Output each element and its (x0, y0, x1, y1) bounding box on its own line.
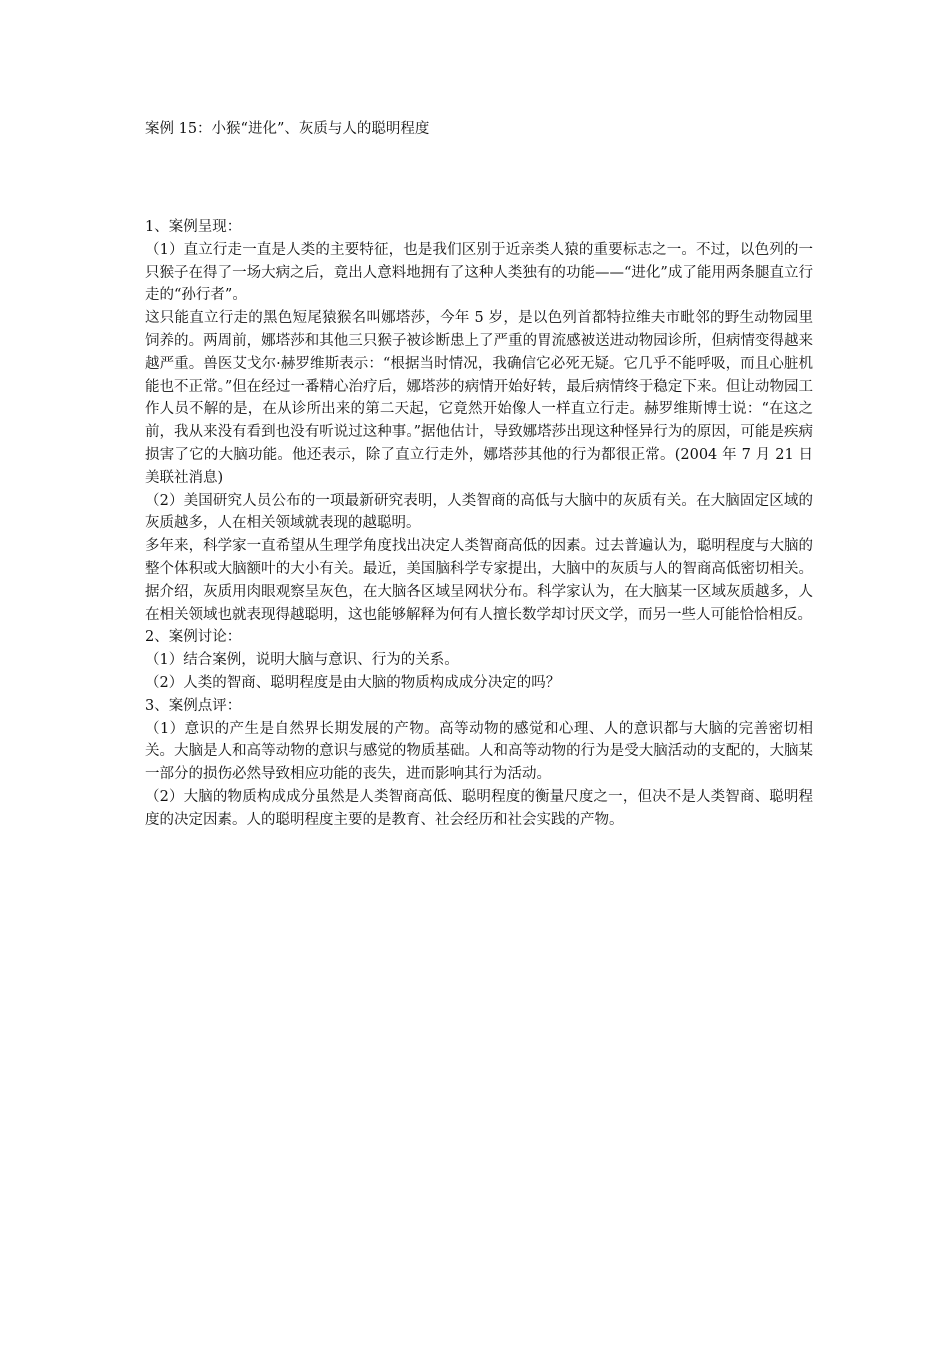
discussion-question-1: （1）结合案例，说明大脑与意识、行为的关系。 (145, 652, 459, 669)
paragraph-gray-matter: 多年来，科学家一直希望从生理学角度找出决定人类智商高低的因素。过去普遍认为，聪明程度与大脑的整个体积或大脑额叶的大小有关。最近，美国脑科学专家提出，大脑中的灰质与人的智商高低密切相关。据介绍，灰质用肉眼观察呈灰色，在大脑各区域呈网状分布。科学家认为，在大脑某一区域灰质越多，人在相关领域也就表现得越聪明，这也能够解释为何有人擅长数学却讨厌文学，而另一些人可能恰恰相反。 (145, 538, 813, 623)
commentary-paragraph-2: （2）大脑的物质构成成分虽然是人类智商高低、聪明程度的衡量尺度之一，但决不是人类智商、聪明程度的决定因素。人的聪明程度主要的是教育、社会经历和社会实践的产物。 (145, 788, 813, 828)
discussion-question-2: （2）人类的智商、聪明程度是由大脑的物质构成成分决定的吗？ (145, 674, 561, 691)
document-title: 案例 15：小猴“进化”、灰质与人的聪明程度 (145, 121, 430, 137)
document-body (145, 216, 813, 832)
paragraph-case-2: （2）美国研究人员公布的一项最新研究表明，人类智商的高低与大脑中的灰质有关。在大脑固定区域的灰质越多，人在相关领域就表现的越聪明。 (145, 492, 813, 532)
section-heading-case-discussion: 2、案例讨论： (145, 629, 242, 646)
section-heading-case-presentation: 1、案例呈现： (145, 219, 242, 235)
paragraph-case-1: （1）直立行走一直是人类的主要特征，也是我们区别于近亲类人猿的重要标志之一。不过，以色列的一只猴子在得了一场大病之后，竟出人意料地拥有了这种人类独有的功能——“进化”成了能用两条腿直立行走的“孙行者”。 (145, 241, 813, 304)
section-heading-case-commentary: 3、案例点评： (145, 697, 242, 714)
paragraph-natasha-story: 这只能直立行走的黑色短尾猿猴名叫娜塔莎，今年 5 岁，是以色列首都特拉维夫市毗邻的野生动物园里饲养的。两周前，娜塔莎和其他三只猴子被诊断患上了严重的胃流感被送进动物园诊所，但病情变得越来越严重。兽医艾戈尔·赫罗维斯表示：“根据当时情况，我确信它必死无疑。它几乎不能呼吸，而且心脏机能也不正常。”但在经过一番精心治疗后，娜塔莎的病情开始好转，最后病情终于稳定下来。但让动物园工作人员不解的是，在从诊所出来的第二天起，它竟然开始像人一样直立行走。赫罗维斯博士说：“在这之前，我从来没有看到也没有听说过这种事。”据他估计，导致娜塔莎出现这种怪异行为的原因，可能是疾病损害了它的大脑功能。他还表示，除了直立行走外，娜塔莎其他的行为都很正常。(2004 年 7 月 21 日美联社消息) (145, 310, 813, 486)
commentary-paragraph-1: （1）意识的产生是自然界长期发展的产物。高等动物的感觉和心理、人的意识都与大脑的完善密切相关。大脑是人和高等动物的意识与感觉的物质基础。人和高等动物的行为是受大脑活动的支配的，大脑某一部分的损伤必然导致相应功能的丧失，进而影响其行为活动。 (145, 720, 813, 783)
